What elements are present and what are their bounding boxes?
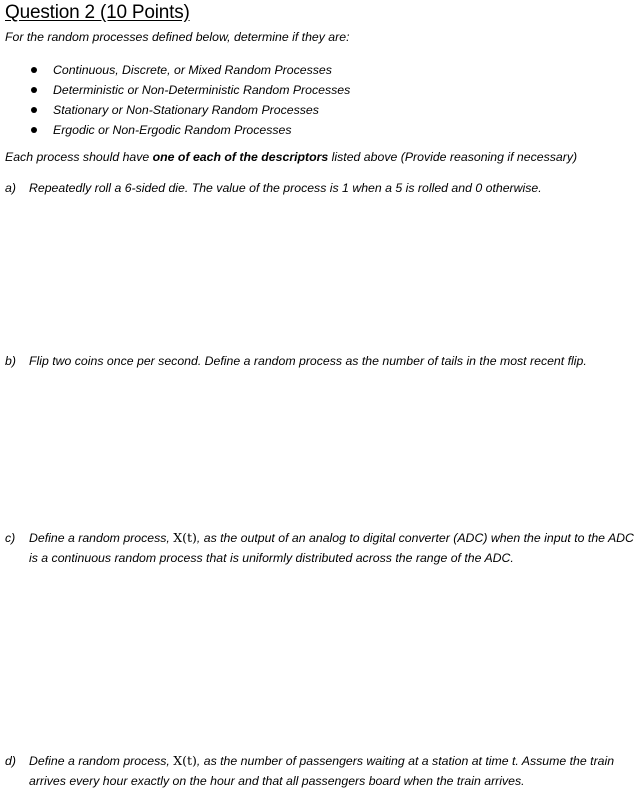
question-text-after: , as the number of passengers waiting at a station at time t. Assume the train arrives every hour exactly on the hour and that all passengers board when the train arrives. (29, 754, 615, 788)
descriptor-label: Stationary or Non-Stationary Random Processes (53, 103, 319, 117)
instruction-after: listed above (Provide reasoning if necessary) (328, 150, 578, 164)
math-expression: X(t) (173, 753, 197, 768)
descriptor-label: Continuous, Discrete, or Mixed Random Processes (53, 63, 332, 77)
bullet-icon (31, 87, 37, 93)
instruction-emphasis: one of each of the descriptors (152, 150, 329, 164)
question-text (29, 528, 635, 568)
question-label: b) (5, 354, 16, 368)
question-text: Flip two coins once per second. Define a random process as the number of tails in the most recent flip. (29, 354, 587, 368)
descriptor-item (28, 120, 350, 140)
question-c (5, 528, 635, 568)
descriptor-item (28, 60, 350, 80)
question-label: d) (5, 754, 16, 768)
question-text-before: Define a random process, (29, 754, 174, 768)
bullet-icon (31, 107, 37, 113)
question-text-before: Define a random process, (29, 531, 174, 545)
descriptor-item (28, 100, 350, 120)
question-text-after: , as the output of an analog to digital converter (ADC) when the input to the ADC is a continuous random process that is uniformly distributed across the range of the ADC. (29, 531, 634, 565)
question-label: a) (5, 181, 16, 195)
bullet-icon (31, 67, 37, 73)
descriptor-label: Ergodic or Non-Ergodic Random Processes (53, 123, 292, 137)
descriptor-label: Deterministic or Non-Deterministic Random Processes (53, 83, 351, 97)
question-label: c) (5, 531, 16, 545)
question-text (29, 751, 635, 791)
bullet-icon (31, 127, 37, 133)
math-expression: X(t) (173, 530, 197, 545)
instruction-before: Each process should have (5, 150, 153, 164)
instruction-text (5, 150, 577, 164)
question-b (5, 351, 635, 371)
question-a (5, 178, 635, 198)
question-title: Question 2 (10 Points) (5, 2, 190, 23)
question-d (5, 751, 635, 791)
descriptor-list (28, 60, 350, 140)
question-text: Repeatedly roll a 6-sided die. The value of the process is 1 when a 5 is rolled and 0 otherwise. (29, 181, 542, 195)
descriptor-item (28, 80, 350, 100)
intro-text: For the random processes defined below, determine if they are: (5, 30, 350, 44)
